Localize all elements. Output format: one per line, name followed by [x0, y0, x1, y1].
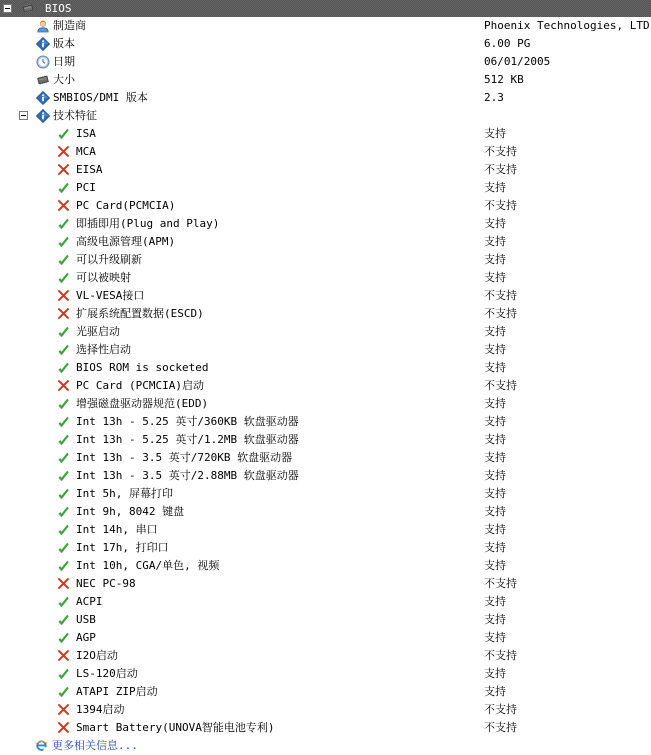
feature-label: 增强磁盘驱动器规范(EDD): [76, 397, 209, 410]
feature-row[interactable]: [0, 449, 651, 467]
feature-value: 支持: [484, 253, 506, 266]
chip-icon: [21, 2, 35, 15]
feature-value: 支持: [484, 505, 506, 518]
feature-value: 支持: [484, 397, 506, 410]
feature-label: 1394启动: [76, 703, 125, 716]
check-icon: [57, 217, 70, 230]
bios-header-row[interactable]: [0, 0, 651, 17]
feature-label: NEC PC-98: [76, 577, 136, 590]
feature-value: 支持: [484, 685, 506, 698]
feature-value: 不支持: [484, 307, 517, 320]
feature-label: Int 17h, 打印口: [76, 541, 169, 554]
feature-value: 支持: [484, 433, 506, 446]
feature-value: 支持: [484, 325, 506, 338]
check-icon: [57, 613, 70, 626]
feature-label: Int 13h - 3.5 英寸/720KB 软盘驱动器: [76, 451, 293, 464]
feature-row[interactable]: [0, 197, 651, 215]
feature-row[interactable]: [0, 431, 651, 449]
row-value: 512 KB: [484, 73, 524, 86]
feature-label: Int 10h, CGA/单色, 视频: [76, 559, 220, 572]
feature-row[interactable]: [0, 503, 651, 521]
header-title: BIOS: [45, 2, 72, 15]
feature-row[interactable]: [0, 521, 651, 539]
feature-row[interactable]: [0, 161, 651, 179]
feature-label: Int 5h, 屏幕打印: [76, 487, 173, 500]
feature-label: MCA: [76, 145, 96, 158]
feature-value: 支持: [484, 181, 506, 194]
feature-row[interactable]: [0, 557, 651, 575]
globe-icon: [35, 739, 48, 752]
feature-value: 支持: [484, 271, 506, 284]
feature-label: ATAPI ZIP启动: [76, 685, 158, 698]
info-row[interactable]: [0, 71, 651, 89]
feature-value: 不支持: [484, 703, 517, 716]
chip-icon: [36, 73, 50, 87]
row-value: 6.00 PG: [484, 37, 531, 50]
feature-value: 支持: [484, 361, 506, 374]
feature-label: BIOS ROM is socketed: [76, 361, 209, 374]
info-row[interactable]: [0, 53, 651, 71]
feature-row[interactable]: [0, 143, 651, 161]
feature-label: 高级电源管理(APM): [76, 235, 176, 248]
feature-value: 支持: [484, 523, 506, 536]
cross-icon: [57, 307, 70, 320]
cross-icon: [57, 199, 70, 212]
feature-label: ISA: [76, 127, 96, 140]
check-icon: [57, 595, 70, 608]
feature-label: PCI: [76, 181, 96, 194]
feature-value: 不支持: [484, 289, 517, 302]
check-icon: [57, 631, 70, 644]
check-icon: [57, 127, 70, 140]
feature-label: USB: [76, 613, 96, 626]
feature-value: 支持: [484, 415, 506, 428]
check-icon: [57, 541, 70, 554]
check-icon: [57, 487, 70, 500]
cross-icon: [57, 649, 70, 662]
feature-label: 光驱启动: [76, 325, 120, 338]
check-icon: [57, 361, 70, 374]
cross-icon: [57, 379, 70, 392]
feature-row[interactable]: [0, 287, 651, 305]
feature-row[interactable]: [0, 593, 651, 611]
row-value: Phoenix Technologies, LTD: [484, 19, 650, 32]
feature-value: 不支持: [484, 163, 517, 176]
row-value: 2.3: [484, 91, 504, 104]
feature-label: 可以升级刷新: [76, 253, 142, 266]
check-icon: [57, 433, 70, 446]
feature-label: Int 13h - 5.25 英寸/1.2MB 软盘驱动器: [76, 433, 299, 446]
cross-icon: [57, 163, 70, 176]
clock-icon: [36, 55, 50, 69]
section-label: 技术特征: [53, 109, 97, 122]
check-icon: [57, 271, 70, 284]
cross-icon: [57, 703, 70, 716]
person-icon: [36, 19, 50, 33]
feature-value: 不支持: [484, 577, 517, 590]
section-row-tech-features[interactable]: [0, 107, 651, 125]
row-label: 制造商: [53, 19, 86, 32]
feature-value: 支持: [484, 487, 506, 500]
collapse-toggle-tech-features[interactable]: [19, 111, 28, 120]
feature-row[interactable]: [0, 125, 651, 143]
feature-label: PC Card(PCMCIA): [76, 199, 176, 212]
feature-row[interactable]: [0, 269, 651, 287]
feature-value: 支持: [484, 631, 506, 644]
feature-row[interactable]: [0, 539, 651, 557]
feature-row[interactable]: [0, 575, 651, 593]
feature-value: 支持: [484, 595, 506, 608]
feature-label: I2O启动: [76, 649, 118, 662]
feature-value: 支持: [484, 613, 506, 626]
row-value: 06/01/2005: [484, 55, 551, 68]
feature-row[interactable]: [0, 251, 651, 269]
feature-label: 可以被映射: [76, 271, 131, 284]
feature-value: 支持: [484, 235, 506, 248]
info-icon: [36, 91, 50, 105]
feature-row[interactable]: [0, 647, 651, 665]
cross-icon: [57, 721, 70, 734]
row-label: 版本: [53, 37, 75, 50]
check-icon: [57, 505, 70, 518]
cross-icon: [57, 577, 70, 590]
feature-value: 不支持: [484, 199, 517, 212]
info-row[interactable]: [0, 35, 651, 53]
info-row[interactable]: [0, 17, 651, 35]
feature-label: ACPI: [76, 595, 103, 608]
feature-row[interactable]: [0, 665, 651, 683]
check-icon: [57, 559, 70, 572]
feature-value: 不支持: [484, 649, 517, 662]
check-icon: [57, 235, 70, 248]
check-icon: [57, 523, 70, 536]
check-icon: [57, 343, 70, 356]
feature-label: AGP: [76, 631, 96, 644]
feature-row[interactable]: [0, 215, 651, 233]
check-icon: [57, 685, 70, 698]
feature-row[interactable]: [0, 341, 651, 359]
feature-row[interactable]: [0, 413, 651, 431]
check-icon: [57, 469, 70, 482]
feature-value: 支持: [484, 127, 506, 140]
feature-label: Int 14h, 串口: [76, 523, 158, 536]
more-info-link-row[interactable]: [0, 737, 651, 755]
feature-row[interactable]: [0, 395, 651, 413]
feature-value: 支持: [484, 559, 506, 572]
feature-row[interactable]: [0, 179, 651, 197]
check-icon: [57, 325, 70, 338]
feature-value: 不支持: [484, 145, 517, 158]
feature-label: LS-120启动: [76, 667, 138, 680]
feature-value: 支持: [484, 541, 506, 554]
feature-value: 支持: [484, 217, 506, 230]
check-icon: [57, 451, 70, 464]
feature-row[interactable]: [0, 305, 651, 323]
feature-row[interactable]: [0, 377, 651, 395]
feature-row[interactable]: [0, 323, 651, 341]
feature-label: VL-VESA接口: [76, 289, 145, 302]
feature-row[interactable]: [0, 467, 651, 485]
feature-row[interactable]: [0, 629, 651, 647]
feature-label: Int 13h - 5.25 英寸/360KB 软盘驱动器: [76, 415, 299, 428]
feature-value: 支持: [484, 469, 506, 482]
feature-value: 不支持: [484, 379, 517, 392]
row-label: SMBIOS/DMI 版本: [53, 91, 148, 104]
feature-row[interactable]: [0, 359, 651, 377]
check-icon: [57, 181, 70, 194]
bios-rows: [0, 17, 651, 755]
feature-label: EISA: [76, 163, 103, 176]
feature-label: Int 9h, 8042 键盘: [76, 505, 185, 518]
row-label: 大小: [53, 73, 75, 86]
feature-label: 即插即用(Plug and Play): [76, 217, 220, 230]
feature-label: Int 13h - 3.5 英寸/2.88MB 软盘驱动器: [76, 469, 299, 482]
feature-row[interactable]: [0, 719, 651, 737]
feature-value: 不支持: [484, 721, 517, 734]
collapse-toggle-bios[interactable]: [3, 4, 12, 13]
check-icon: [57, 667, 70, 680]
feature-label: Smart Battery(UNOVA智能电池专利): [76, 721, 275, 734]
feature-value: 支持: [484, 343, 506, 356]
feature-value: 支持: [484, 451, 506, 464]
check-icon: [57, 415, 70, 428]
feature-label: 扩展系统配置数据(ESCD): [76, 307, 204, 320]
check-icon: [57, 397, 70, 410]
cross-icon: [57, 289, 70, 302]
row-label: 日期: [53, 55, 75, 68]
info-icon: [36, 109, 50, 123]
feature-row[interactable]: [0, 683, 651, 701]
check-icon: [57, 253, 70, 266]
feature-value: 支持: [484, 667, 506, 680]
info-icon: [36, 37, 50, 51]
feature-row[interactable]: [0, 611, 651, 629]
feature-row[interactable]: [0, 485, 651, 503]
feature-row[interactable]: [0, 233, 651, 251]
feature-label: 选择性启动: [76, 343, 131, 356]
feature-row[interactable]: [0, 701, 651, 719]
feature-label: PC Card (PCMCIA)启动: [76, 379, 204, 392]
more-info-link[interactable]: 更多相关信息...: [52, 739, 138, 752]
cross-icon: [57, 145, 70, 158]
info-row[interactable]: [0, 89, 651, 107]
